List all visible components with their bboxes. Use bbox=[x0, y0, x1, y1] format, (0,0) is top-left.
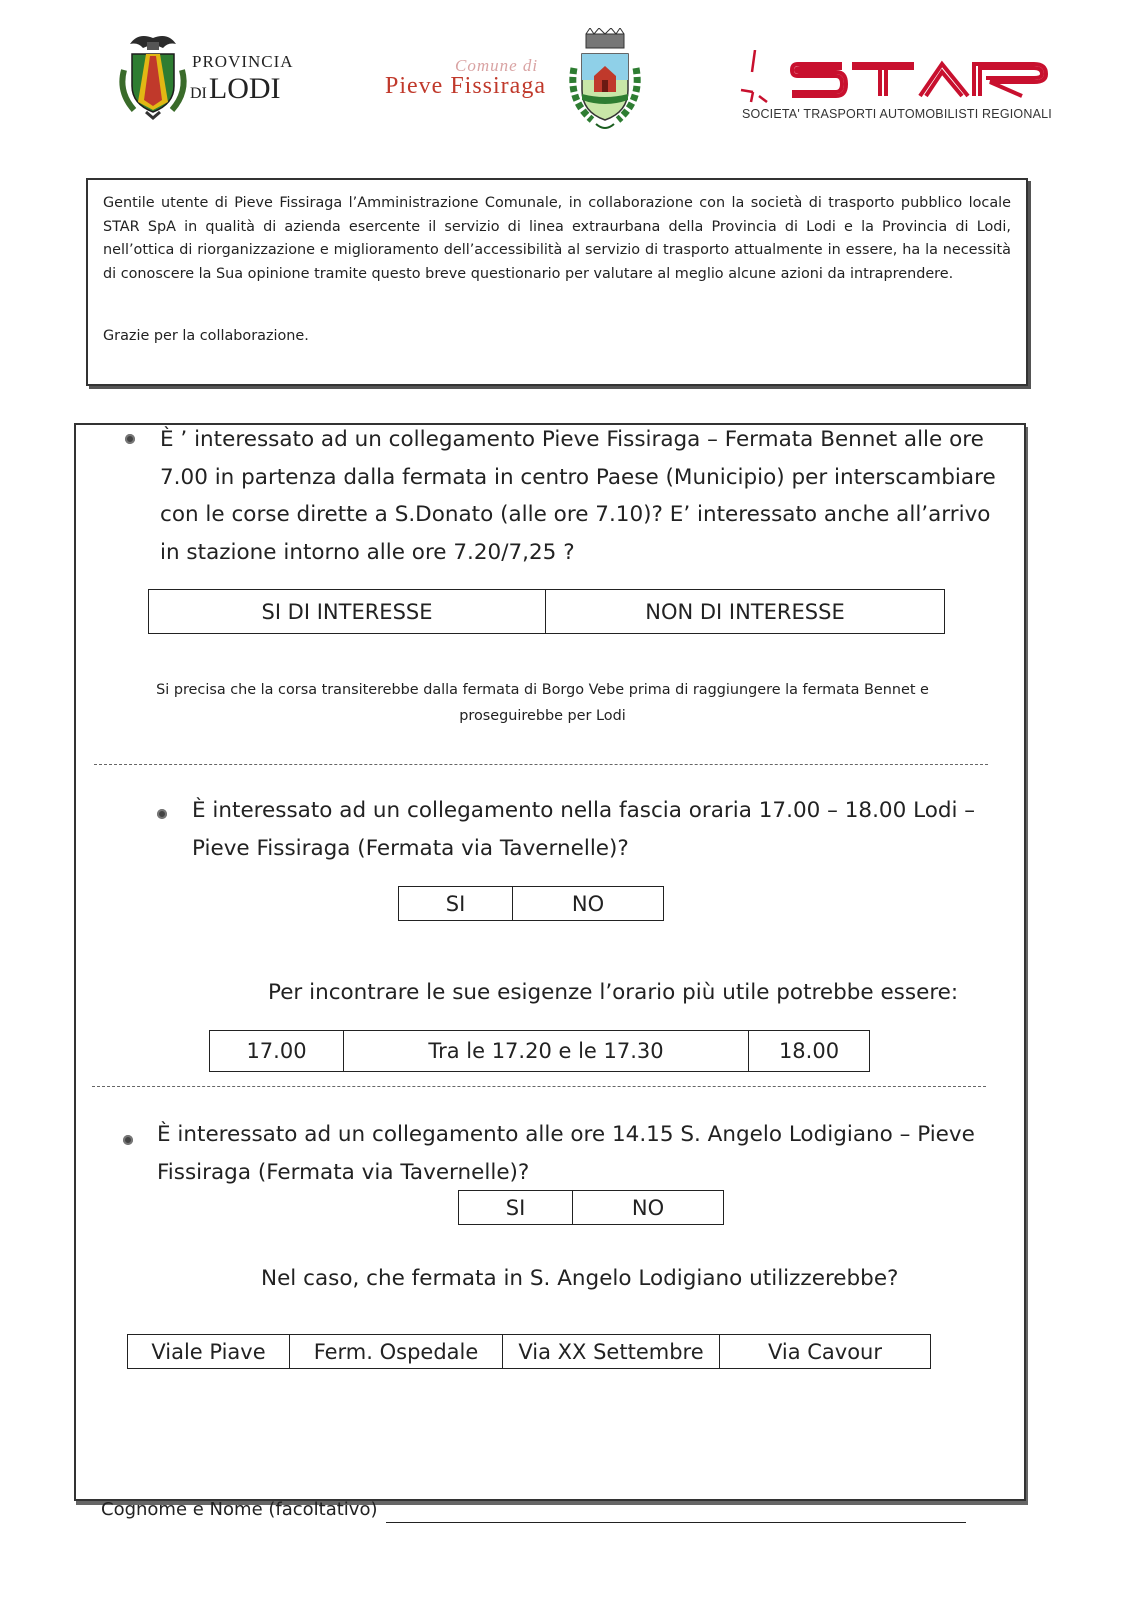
bullet-icon bbox=[157, 809, 167, 819]
comune-label: Comune di bbox=[455, 56, 539, 75]
option-no[interactable]: NO bbox=[513, 887, 663, 920]
question-3-followup: Nel caso, che fermata in S. Angelo Lodigiano utilizzerebbe? bbox=[261, 1266, 899, 1291]
question-3-line: È interessato ad un collegamento alle ore 14.15 S. Angelo Lodigiano – Pieve bbox=[157, 1122, 975, 1147]
bullet-icon bbox=[125, 434, 135, 444]
name-field-label: Cognome e Nome (facoltativo) bbox=[101, 1499, 378, 1520]
intro-text: Gentile utente di Pieve Fissiraga l’Amministrazione Comunale, in collaborazione con la società di trasporto pubblico locale STAR SpA in qualità di azienda esercente il servizio di linea extraurbana della Provincia di Lodi e la Provincia di Lodi, nell’ottica di riorganizzazione e miglioramento dell’accessibilità al servizio di trasporto attualmente in essere, ha la necessità di conoscere la Sua opinione tramite questo breve questionario per valutare al meglio alcune azioni da intraprendere. bbox=[103, 195, 1011, 282]
intro-box bbox=[86, 178, 1028, 386]
question-2-followup: Per incontrare le sue esigenze l’orario più utile potrebbe essere: bbox=[268, 980, 959, 1005]
question-3-line: Fissiraga (Fermata via Tavernelle)? bbox=[157, 1159, 530, 1185]
option-no[interactable]: NO bbox=[573, 1191, 723, 1224]
provincia-di: DI bbox=[190, 85, 207, 102]
question-1-line: 7.00 in partenza dalla fermata in centro Paese (Municipio) per interscambiare bbox=[160, 464, 996, 490]
stop-options bbox=[127, 1334, 931, 1369]
bullet-icon bbox=[123, 1135, 133, 1145]
question-1-note bbox=[100, 677, 985, 729]
question-3-options bbox=[458, 1190, 724, 1225]
question-2-line: È interessato ad un collegamento nella fascia oraria 17.00 – 18.00 Lodi – bbox=[192, 798, 976, 823]
stop-option-viale-piave[interactable]: Viale Piave bbox=[128, 1335, 290, 1368]
time-options bbox=[209, 1030, 870, 1072]
time-option-17-20-17-30[interactable]: Tra le 17.20 e le 17.30 bbox=[344, 1031, 749, 1071]
provincia-name bbox=[190, 72, 281, 106]
time-option-17-00[interactable]: 17.00 bbox=[210, 1031, 344, 1071]
option-non-di-interesse[interactable]: NON DI INTERESSE bbox=[546, 590, 944, 633]
note-line: Si precisa che la corsa transiterebbe dalla fermata di Borgo Vebe prima di raggiungere la fermata Bennet e bbox=[156, 682, 929, 698]
stop-option-via-xx-settembre[interactable]: Via XX Settembre bbox=[503, 1335, 720, 1368]
option-si[interactable]: SI bbox=[459, 1191, 573, 1224]
provincia-label: PROVINCIA bbox=[192, 52, 294, 71]
question-3 bbox=[157, 1116, 1017, 1191]
question-2-line: Pieve Fissiraga (Fermata via Tavernelle)? bbox=[192, 835, 629, 861]
question-1-options bbox=[148, 589, 945, 634]
intro-thanks: Grazie per la collaborazione. bbox=[103, 328, 309, 344]
star-wordmark-icon bbox=[790, 58, 1050, 100]
provincia-crest-icon bbox=[108, 30, 198, 120]
question-1 bbox=[160, 421, 1020, 571]
comune-shield-icon bbox=[562, 28, 648, 132]
stop-option-ferm-ospedale[interactable]: Ferm. Ospedale bbox=[290, 1335, 503, 1368]
name-field-line[interactable] bbox=[386, 1522, 966, 1523]
time-option-18-00[interactable]: 18.00 bbox=[749, 1031, 869, 1071]
question-1-line: con le corse dirette a S.Donato (alle ore 7.10)? E’ interessato anche all’arrivo bbox=[160, 502, 991, 527]
divider bbox=[94, 764, 988, 765]
question-2-options bbox=[398, 886, 664, 921]
option-si-di-interesse[interactable]: SI DI INTERESSE bbox=[149, 590, 546, 633]
provincia-lodi: LODI bbox=[208, 72, 281, 105]
stop-option-via-cavour[interactable]: Via Cavour bbox=[720, 1335, 930, 1368]
divider bbox=[92, 1086, 986, 1087]
star-company-name: SOCIETA' TRASPORTI AUTOMOBILISTI REGIONALI bbox=[742, 107, 1052, 121]
comune-crest bbox=[562, 28, 648, 132]
comune-name: Pieve Fissiraga bbox=[385, 73, 546, 99]
question-1-line: in stazione intorno alle ore 7.20/7,25 ? bbox=[160, 539, 575, 565]
star-logo bbox=[790, 58, 1050, 100]
note-line: proseguirebbe per Lodi bbox=[459, 708, 626, 724]
option-si[interactable]: SI bbox=[399, 887, 513, 920]
question-1-line: È ’ interessato ad un collegamento Pieve Fissiraga – Fermata Bennet alle ore bbox=[160, 427, 984, 452]
question-2 bbox=[192, 792, 1012, 867]
